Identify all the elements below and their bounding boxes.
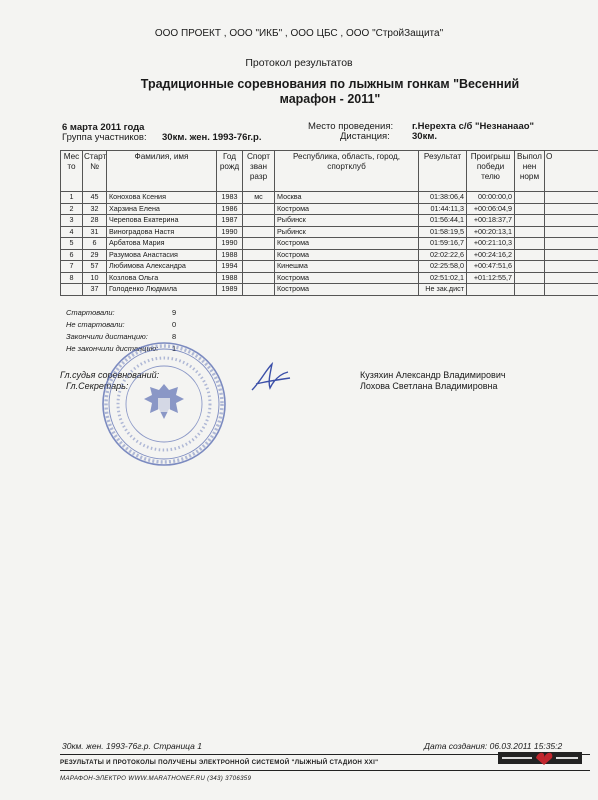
cell-gap: +00:18:37,7	[467, 215, 515, 227]
footer-page-info: 30км. жен. 1993-76г.р. Страница 1	[62, 741, 202, 751]
cell-sport-rank	[243, 272, 275, 284]
cell-norm	[515, 226, 545, 238]
cell-athlete-name: Козлова Ольга	[107, 272, 217, 284]
cell-athlete-name: Конохова Ксения	[107, 192, 217, 204]
cell-sport-rank	[243, 226, 275, 238]
table-row	[61, 249, 598, 261]
cell-sport-rank	[243, 261, 275, 273]
cell-sport-rank	[243, 284, 275, 296]
cell-gap: 00:00:00,0	[467, 192, 515, 204]
group-value: 30км. жен. 1993-76г.р.	[162, 132, 262, 143]
footer-created-date: Дата создания: 06.03.2011 15:35:2	[424, 741, 563, 751]
cell-extra	[545, 272, 598, 284]
header-region-club: Республика, область, город, спортклуб	[275, 151, 419, 192]
competition-date: 6 марта 2011 года	[62, 122, 145, 133]
cell-norm	[515, 284, 545, 296]
header-name: Фамилия, имя	[107, 151, 217, 192]
cell-birth-year: 1988	[217, 272, 243, 284]
stat-value: 1	[172, 344, 177, 353]
cell-extra	[545, 261, 598, 273]
cell-place: 8	[61, 272, 83, 284]
marathon-logo	[498, 749, 582, 767]
cell-athlete-name: Виноградова Настя	[107, 226, 217, 238]
cell-place: 4	[61, 226, 83, 238]
cell-place: 3	[61, 215, 83, 227]
cell-result: 02:02:22,6	[419, 249, 467, 261]
cell-birth-year: 1990	[217, 226, 243, 238]
cell-gap: +01:12:55,7	[467, 272, 515, 284]
stat-label: Закончили дистанцию:	[66, 332, 148, 341]
cell-region: Москва	[275, 192, 419, 204]
cell-norm	[515, 238, 545, 250]
cell-region: Кинешма	[275, 261, 419, 273]
cell-region: Кострома	[275, 238, 419, 250]
chief-secretary-label: Гл.Секретарь:	[66, 381, 129, 391]
stat-value: 0	[172, 320, 177, 329]
cell-extra	[545, 238, 598, 250]
table-row	[61, 226, 598, 238]
cell-norm	[515, 272, 545, 284]
cell-region: Рыбинск	[275, 215, 419, 227]
signature	[248, 360, 292, 396]
cell-birth-year: 1987	[217, 215, 243, 227]
cell-athlete-name: Черепова Екатерина	[107, 215, 217, 227]
table-row	[61, 192, 598, 204]
header-birth-year: Год рожд	[217, 151, 243, 192]
cell-norm	[515, 249, 545, 261]
cell-norm	[515, 261, 545, 273]
stat-label: Не закончили дистанцию:	[66, 344, 159, 353]
cell-place: 6	[61, 249, 83, 261]
venue-label: Место проведения:	[308, 121, 394, 132]
cell-gap: +00:20:13,1	[467, 226, 515, 238]
table-row	[61, 272, 598, 284]
footer-system-note: РЕЗУЛЬТАТЫ И ПРОТОКОЛЫ ПОЛУЧЕНЫ ЭЛЕКТРОННОЙ СИСТЕМОЙ "ЛЫЖНЫЙ СТАДИОН XXI"	[60, 759, 379, 766]
cell-place: 1	[61, 192, 83, 204]
cell-start-number: 10	[83, 272, 107, 284]
cell-birth-year: 1988	[217, 249, 243, 261]
stat-value: 8	[172, 332, 177, 341]
group-label: Группа участников:	[62, 132, 147, 143]
cell-gap: +00:24:16,2	[467, 249, 515, 261]
cell-result: 01:44:11,3	[419, 203, 467, 215]
table-row	[61, 261, 598, 273]
results-table	[60, 150, 598, 296]
cell-sport-rank	[243, 249, 275, 261]
cell-result: 01:58:19,5	[419, 226, 467, 238]
table-row	[61, 215, 598, 227]
footer-contact: МАРАФОН-ЭЛЕКТРО WWW.MARATHONEF.RU (343) 3706359	[60, 775, 252, 782]
cell-athlete-name: Любимова Александра	[107, 261, 217, 273]
cell-norm	[515, 215, 545, 227]
cell-result: 01:38:06,4	[419, 192, 467, 204]
footer-divider-2	[60, 770, 590, 771]
cell-gap: +00:47:51,6	[467, 261, 515, 273]
header-norm: Выпол нен норм	[515, 151, 545, 192]
header-place: Мес то	[61, 151, 83, 192]
cell-birth-year: 1986	[217, 203, 243, 215]
cell-result: 02:25:58,0	[419, 261, 467, 273]
cell-extra	[545, 215, 598, 227]
cell-place: 7	[61, 261, 83, 273]
cell-start-number: 32	[83, 203, 107, 215]
header-result: Результат	[419, 151, 467, 192]
cell-region: Рыбинск	[275, 226, 419, 238]
cell-sport-rank	[243, 203, 275, 215]
table-row	[61, 238, 598, 250]
distance-value: 30км.	[412, 131, 437, 142]
header-start-number: Старт №	[83, 151, 107, 192]
cell-norm	[515, 203, 545, 215]
cell-start-number: 28	[83, 215, 107, 227]
cell-gap	[467, 284, 515, 296]
protocol-title: Протокол результатов	[245, 57, 353, 69]
chief-judge-name: Кузяхин Александр Владимирович	[360, 370, 506, 380]
stat-label: Стартовали:	[66, 308, 115, 317]
chief-secretary-name: Лохова Светлана Владимировна	[360, 381, 498, 391]
cell-start-number: 29	[83, 249, 107, 261]
header-extra: О	[545, 151, 598, 192]
cell-start-number: 6	[83, 238, 107, 250]
table-header-row	[61, 151, 598, 192]
cell-region: Кострома	[275, 272, 419, 284]
cell-start-number: 57	[83, 261, 107, 273]
cell-result: 01:59:16,7	[419, 238, 467, 250]
table-row	[61, 284, 598, 296]
cell-birth-year: 1990	[217, 238, 243, 250]
cell-gap: +00:06:04,9	[467, 203, 515, 215]
cell-region: Кострома	[275, 284, 419, 296]
table-row	[61, 203, 598, 215]
cell-birth-year: 1983	[217, 192, 243, 204]
chief-judge-label: Гл.судья соревнований:	[60, 370, 160, 380]
cell-extra	[545, 284, 598, 296]
distance-label: Дистанция:	[340, 131, 390, 142]
cell-athlete-name: Харзина Елена	[107, 203, 217, 215]
cell-start-number: 37	[83, 284, 107, 296]
cell-extra	[545, 226, 598, 238]
cell-start-number: 31	[83, 226, 107, 238]
cell-athlete-name: Арбатова Мария	[107, 238, 217, 250]
cell-region: Кострома	[275, 203, 419, 215]
cell-start-number: 45	[83, 192, 107, 204]
header-gap-to-winner: Проигрыш победи телю	[467, 151, 515, 192]
cell-extra	[545, 203, 598, 215]
competition-title: Традиционные соревнования по лыжным гонкам "Весенний марафон - 2011"	[140, 77, 520, 106]
cell-result: 02:51:02,1	[419, 272, 467, 284]
stat-label: Не стартовали:	[66, 320, 125, 329]
cell-athlete-name: Разумова Анастасия	[107, 249, 217, 261]
cell-result: Не зак.дист	[419, 284, 467, 296]
cell-sport-rank	[243, 215, 275, 227]
cell-extra	[545, 249, 598, 261]
cell-result: 01:56:44,1	[419, 215, 467, 227]
cell-place	[61, 284, 83, 296]
cell-place: 5	[61, 238, 83, 250]
cell-extra	[545, 192, 598, 204]
cell-norm	[515, 192, 545, 204]
cell-athlete-name: Голоденко Людмила	[107, 284, 217, 296]
cell-place: 2	[61, 203, 83, 215]
cell-sport-rank	[243, 238, 275, 250]
cell-region: Кострома	[275, 249, 419, 261]
cell-birth-year: 1994	[217, 261, 243, 273]
cell-birth-year: 1989	[217, 284, 243, 296]
header-sport-rank: Спорт зван разр	[243, 151, 275, 192]
official-stamp	[100, 340, 228, 468]
cell-gap: +00:21:10,3	[467, 238, 515, 250]
stat-value: 9	[172, 308, 177, 317]
organizers-line: ООО ПРОЕКТ , ООО "ИКБ" , ООО ЦБС , ООО "СтройЗащита"	[154, 28, 444, 39]
venue-value: г.Нерехта с/б "Незнанаао"	[412, 121, 535, 132]
cell-sport-rank: мс	[243, 192, 275, 204]
